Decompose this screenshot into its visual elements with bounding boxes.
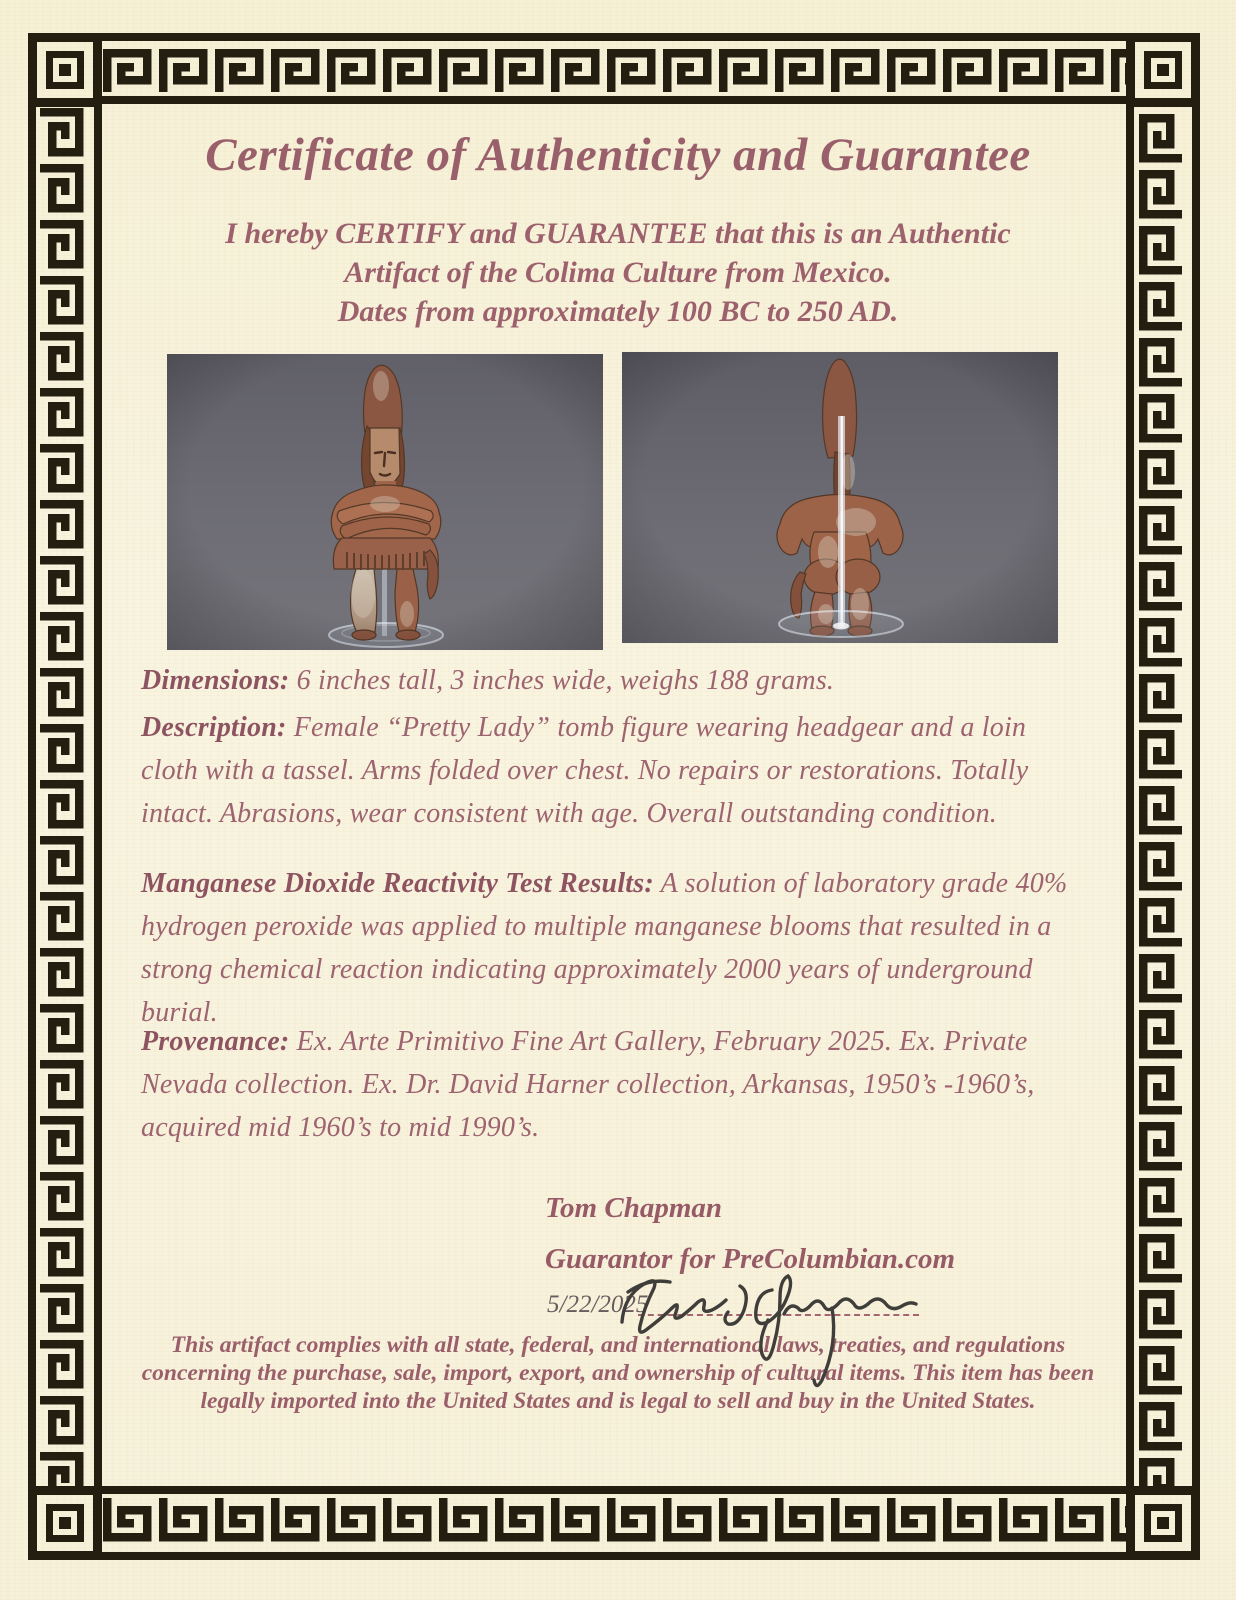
- manganese-test-label: Manganese Dioxide Reactivity Test Results:: [141, 868, 654, 899]
- provenance-paragraph: [141, 1020, 1073, 1149]
- statement-line-1: I hereby CERTIFY and GUARANTEE that this is an Authentic: [225, 217, 1011, 250]
- dimensions-paragraph: [141, 659, 1073, 702]
- manganese-test-paragraph: [141, 862, 1073, 1034]
- provenance-label: Provenance:: [141, 1026, 290, 1057]
- guarantor-name: Tom Chapman: [545, 1192, 723, 1224]
- signature-date: 5/22/2025: [547, 1291, 649, 1318]
- figurine-front-photo: [167, 354, 603, 650]
- dimensions-label: Dimensions:: [141, 665, 290, 696]
- description-paragraph: [141, 706, 1073, 835]
- handwritten-signature: [612, 1250, 928, 1396]
- manganese-test-text: A solution of laboratory grade 40% hydrogen peroxide was applied to multiple manganese blooms that resulted in a strong chemical reaction indicating approximately 2000 years of underground burial.: [141, 868, 1068, 1028]
- statement-line-3: Dates from approximately 100 BC to 250 AD.: [337, 295, 899, 328]
- description-label: Description:: [141, 712, 287, 743]
- description-text: Female “Pretty Lady” tomb figure wearing headgear and a loin cloth with a tassel. Arms folded over chest. No repairs or restorations. Totally intact. Abrasions, wear consistent with age. Overall outstanding condition.: [141, 712, 1029, 829]
- certificate-title: Certificate of Authenticity and Guarantee: [205, 129, 1031, 181]
- certification-statement: [118, 214, 1118, 331]
- legal-compliance-text: This artifact complies with all state, federal, and international laws, treaties, and regulations concerning the purchase, sale, import, export, and ownership of cultural items. This item has been legally imported into the United States and is legal to sell and buy in the United States.: [141, 1332, 1095, 1414]
- figurine-back-photo: [622, 352, 1058, 643]
- dimensions-text: 6 inches tall, 3 inches wide, weighs 188 grams.: [289, 665, 835, 696]
- guarantor-role: Guarantor for PreColumbian.com: [545, 1243, 956, 1275]
- statement-line-2: Artifact of the Colima Culture from Mexico.: [344, 256, 892, 289]
- provenance-text: Ex. Arte Primitivo Fine Art Gallery, February 2025. Ex. Private Nevada collection. Ex. Dr. David Harner collection, Arkansas, 1950’s -1960’s, acquired mid 1960’s to mid 1990’s.: [141, 1026, 1035, 1143]
